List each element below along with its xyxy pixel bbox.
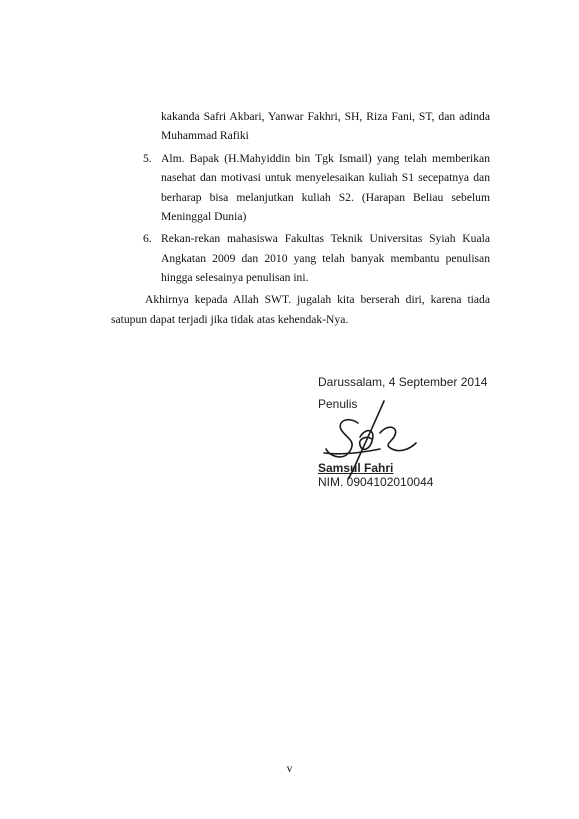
list-item-4-line-2: Muhammad Rafiki	[161, 129, 249, 142]
list-item-6-line-3: hingga selesainya penulisan ini.	[161, 271, 309, 284]
list-item-5-line-4: Meninggal Dunia)	[161, 210, 247, 223]
signature-place-date: Darussalam, 4 September 2014	[318, 375, 488, 389]
signature-name: Samsul Fahri	[318, 461, 394, 475]
list-item-6-line-1: Rekan-rekan mahasiswa Fakultas Teknik Universitas Syiah Kuala	[161, 232, 490, 245]
list-item-5-line-2: nasehat dan motivasi untuk menyelesaikan kuliah S1 secepatnya dan	[161, 171, 490, 184]
list-item-4-line-1: kakanda Safri Akbari, Yanwar Fakhri, SH, Riza Fani, ST, dan adinda	[161, 110, 490, 123]
closing-paragraph-line-2: satupun dapat terjadi jika tidak atas kehendak-Nya.	[111, 313, 349, 326]
signature-nim: NIM. 0904102010044	[318, 475, 434, 489]
list-item-5-line-1: Alm. Bapak (H.Mahyiddin bin Tgk Ismail) yang telah memberikan	[161, 152, 490, 165]
page-number: v	[286, 762, 293, 775]
list-item-5-line-3: berharap bisa melanjutkan kuliah S2. (Harapan Beliau sebelum	[161, 191, 490, 204]
closing-paragraph-line-1: Akhirnya kepada Allah SWT. jugalah kita berserah diri, karena tiada	[145, 293, 490, 306]
signature-role: Penulis	[318, 397, 358, 411]
list-item-6-number: 6.	[143, 232, 152, 245]
list-item-6-line-2: Angkatan 2009 dan 2010 yang telah banyak membantu penulisan	[161, 252, 490, 265]
list-item-5-number: 5.	[143, 152, 152, 165]
